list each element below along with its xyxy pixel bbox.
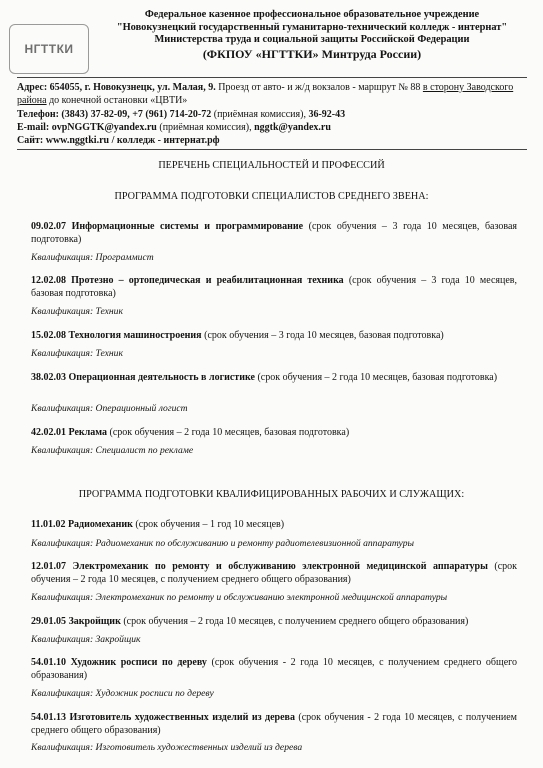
program-qualification: Квалификация: Операционный логист xyxy=(31,403,188,414)
profession-term: (срок обучения - 2 года 10 месяцев, с получением среднего общего образования) xyxy=(31,657,518,681)
program-code: 42.02.01 xyxy=(31,427,66,438)
profession-code: 12.01.07 xyxy=(31,561,66,572)
program-code: 09.02.07 xyxy=(31,221,66,232)
college-logo xyxy=(9,24,89,74)
program-term: (срок обучения – 3 года 10 месяцев, базовая подготовка) xyxy=(201,330,444,341)
profession-item xyxy=(31,616,517,629)
contacts-block xyxy=(17,77,527,150)
phone-label: Телефон: (3843) 37-82-09, +7 (961) 714-20-72 xyxy=(17,108,212,120)
profession-code: 11.01.02 xyxy=(31,519,66,530)
profession-qualification: Квалификация: Закройщик xyxy=(31,634,141,645)
profession-term: (срок обучения – 1 год 10 месяцев) xyxy=(132,519,285,530)
program-name: Технология машиностроения xyxy=(68,330,202,341)
header-line-3: Министерства труда и социальной защиты Российской Федерации xyxy=(154,34,470,45)
profession-item xyxy=(31,561,517,587)
profession-item xyxy=(31,519,517,532)
profession-name: Закройщик xyxy=(68,616,121,627)
program-term: (срок обучения – 3 года 10 месяцев, базовая подготовка) xyxy=(31,221,517,245)
profession-qualification: Квалификация: Электромеханик по ремонту и обслуживанию электронной медицинской аппаратуры xyxy=(31,592,448,603)
profession-name: Электромеханик по ремонту и обслуживанию электронной медицинской аппаратуры xyxy=(72,561,488,572)
program-name: Протезно – ортопедическая и реабилитационная техника xyxy=(71,275,344,286)
header-line-4: (ФКПОУ «НГТТКИ» Минтруда России) xyxy=(202,46,422,61)
profession-name: Радиомеханик xyxy=(67,519,133,530)
profession-qualification: Квалификация: Изготовитель художественных изделий из дерева xyxy=(31,742,303,753)
header-line-1: Федеральное казенное профессиональное образовательное учреждение xyxy=(144,9,480,20)
section2-title: ПРОГРАММА ПОДГОТОВКИ КВАЛИФИЦИРОВАННЫХ РАБОЧИХ И СЛУЖАЩИХ: xyxy=(78,489,465,500)
program-term: (срок обучения – 2 года 10 месяцев, базовая подготовка) xyxy=(107,427,350,438)
program-qualification: Квалификация: Специалист по рекламе xyxy=(31,445,194,456)
program-name: Операционная деятельность в логистике xyxy=(68,372,255,383)
program-code: 38.02.03 xyxy=(31,372,66,383)
program-code: 15.02.08 xyxy=(31,330,66,341)
program-item xyxy=(31,275,517,301)
profession-qualification: Квалификация: Художник росписи по дереву xyxy=(31,688,214,699)
program-qualification: Квалификация: Техник xyxy=(31,348,123,359)
profession-name: Изготовитель художественных изделий из дерева xyxy=(69,712,295,723)
program-item xyxy=(31,221,517,247)
program-qualification: Квалификация: Техник xyxy=(31,306,123,317)
email-note: (приёмная комиссия), xyxy=(156,121,255,133)
program-term: (срок обучения – 3 года 10 месяцев, базовая подготовка) xyxy=(31,275,517,299)
address-label: Адрес: 654055, г. Новокузнецк, ул. Малая, 9. xyxy=(17,82,216,93)
list-title: ПЕРЕЧЕНЬ СПЕЦИАЛЬНОСТЕЙ И ПРОФЕССИЙ xyxy=(158,160,385,171)
address-line xyxy=(17,81,527,108)
profession-term: (срок обучения – 2 года 10 месяцев, с получением среднего общего образования) xyxy=(31,561,517,585)
program-qualification: Квалификация: Программист xyxy=(31,252,154,263)
site-line xyxy=(17,134,527,147)
profession-code: 54.01.13 xyxy=(31,712,66,723)
profession-term: (срок обучения - 2 года 10 месяцев, с получением среднего общего образования) xyxy=(31,712,518,736)
profession-code: 54.01.10 xyxy=(31,657,66,668)
profession-name: Художник росписи по дереву xyxy=(70,657,207,668)
address-text: Проезд от авто- и ж/д вокзалов - маршрут № 88 xyxy=(215,82,423,93)
profession-qualification: Квалификация: Радиомеханик по обслуживанию и ремонту радиотелевизионной аппаратуры xyxy=(31,538,414,549)
document-header xyxy=(88,9,536,62)
address-link[interactable]: в сторону Заводского района xyxy=(17,82,514,107)
phone-extra: 36-92-43 xyxy=(308,108,346,120)
phone-line xyxy=(17,108,527,121)
profession-term: (срок обучения – 2 года 10 месяцев, с получением среднего общего образования) xyxy=(120,616,469,627)
program-name: Информационные системы и программирование xyxy=(71,221,304,232)
phone-note: (приёмная комиссия), xyxy=(211,108,309,120)
program-item xyxy=(31,372,517,385)
program-name: Реклама xyxy=(68,427,108,438)
profession-item xyxy=(31,712,517,738)
logo-text: НГТТКИ xyxy=(24,42,74,56)
program-code: 12.02.08 xyxy=(31,275,66,286)
email-extra[interactable]: nggtk@yandex.ru xyxy=(254,121,331,133)
profession-item xyxy=(31,657,517,683)
program-item xyxy=(31,330,517,343)
profession-code: 29.01.05 xyxy=(31,616,66,627)
email-label[interactable]: E-mail: ovpNGGTK@yandex.ru xyxy=(17,121,157,133)
address-tail: до конечной остановки «ЦВТИ» xyxy=(46,95,188,107)
program-item xyxy=(31,427,517,440)
site-label[interactable]: Сайт: www.nggtki.ru / колледж - интернат.рф xyxy=(17,135,220,147)
program-term: (срок обучения – 2 года 10 месяцев, базовая подготовка) xyxy=(254,372,498,383)
section1-title: ПРОГРАММА ПОДГОТОВКИ СПЕЦИАЛИСТОВ СРЕДНЕГО ЗВЕНА: xyxy=(114,191,429,202)
header-line-2: "Новокузнецкий государственный гуманитарно-технический колледж - интернат" xyxy=(116,21,508,33)
email-line xyxy=(17,121,527,134)
